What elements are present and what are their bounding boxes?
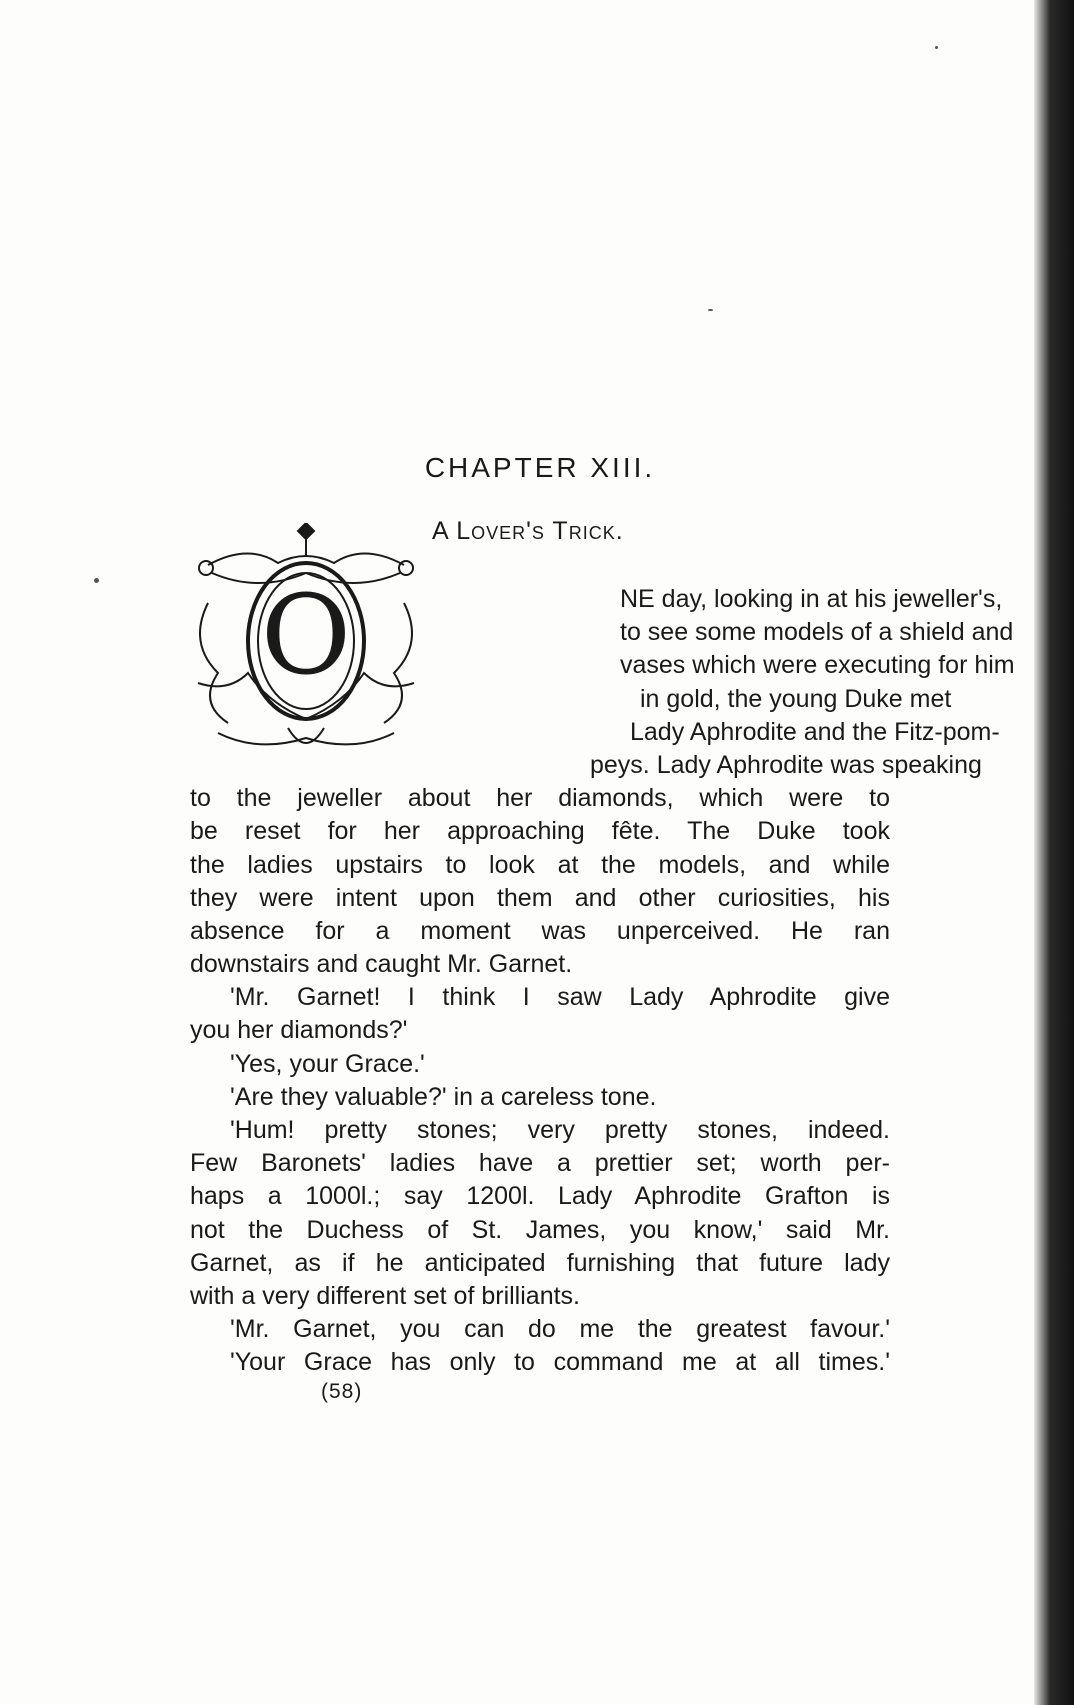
text-line: 'Mr. Garnet, you can do me the greatest favour.' [230, 1315, 890, 1344]
text-line: 'Are they valuable?' in a careless tone. [230, 1082, 657, 1111]
speck [708, 309, 713, 311]
text-line: peys. Lady Aphrodite was speaking [590, 750, 982, 779]
text-line: Few Baronets' ladies have a prettier set; worth per- [190, 1149, 890, 1178]
text-line: 'Hum! pretty stones; very pretty stones, indeed. [230, 1116, 890, 1144]
text-line: haps a 1000l.; say 1200l. Lady Aphrodite Grafton is [190, 1182, 890, 1211]
text-line: 'Mr. Garnet! I think I saw Lady Aphrodite give [230, 983, 890, 1012]
text-line: NE day, looking in at his jeweller's, [620, 585, 1003, 613]
text-line: be reset for her approaching fête. The Duke took [190, 817, 890, 846]
text-line: downstairs and caught Mr. Garnet. [190, 950, 573, 979]
page-edge-shadow [1034, 0, 1074, 1705]
text-line: with a very different set of brilliants. [190, 1281, 580, 1310]
text-line: you her diamonds?' [190, 1016, 408, 1045]
text-line: Lady Aphrodite and the Fitz-pom- [630, 717, 1000, 746]
text-line: vases which were executing for him [620, 651, 1015, 680]
text-line: to see some models of a shield and [620, 618, 1014, 647]
text-line: 'Yes, your Grace.' [230, 1049, 425, 1078]
text-line: to the jeweller about her diamonds, which were to [190, 784, 890, 813]
text-line: the ladies upstairs to look at the models, and while [190, 850, 890, 879]
text-line: not the Duchess of St. James, you know,' said Mr. [190, 1215, 890, 1244]
initial-letter: O [260, 571, 352, 699]
chapter-title: CHAPTER XIII. [424, 452, 656, 483]
body-text [190, 583, 1015, 1380]
text-line: absence for a moment was unperceived. He ran [190, 916, 890, 945]
speck [94, 578, 99, 583]
text-line: they were intent upon them and other curiosities, his [190, 883, 890, 912]
page-number: (58) [321, 1380, 363, 1403]
text-line: 'Your Grace has only to command me at all times.' [230, 1348, 890, 1377]
speck [935, 46, 938, 49]
text-line: in gold, the young Duke met [640, 684, 952, 713]
chapter-subtitle: A Lover's Trick. [432, 517, 624, 545]
text-line: Garnet, as if he anticipated furnishing that future lady [190, 1248, 890, 1277]
